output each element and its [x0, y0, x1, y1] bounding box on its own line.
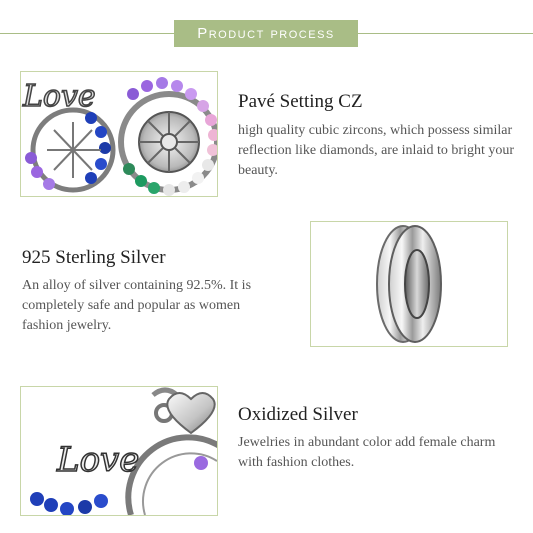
- silver-spacer-photo: [310, 221, 508, 347]
- section-header-label: Product process: [197, 25, 335, 42]
- pave-setting-photo: [20, 71, 218, 197]
- pave-charm-illustration: [21, 72, 217, 196]
- spacer-ring-illustration: [311, 222, 507, 346]
- feature-description-oxidized: Jewelries in abundant color add female charm with fashion clothes.: [238, 435, 496, 470]
- charm-script-love-1: Love: [23, 79, 96, 114]
- oxidized-silver-photo: [20, 386, 218, 516]
- charm-script-love-2: Love: [57, 440, 140, 480]
- section-header: [174, 20, 358, 47]
- feature-description-sterling-silver: An alloy of silver containing 92.5%. It is completely safe and popular as women fashion jewelry.: [22, 278, 252, 333]
- feature-title-oxidized: Oxidized Silver: [238, 404, 358, 425]
- feature-title-pave: Pavé Setting CZ: [238, 91, 363, 112]
- feature-description-pave: high quality cubic zircons, which possess similar reflection like diamonds, are inlaid to bright your beauty.: [238, 123, 515, 178]
- oxidized-charm-illustration: [21, 387, 217, 515]
- feature-title-sterling-silver: 925 Sterling Silver: [22, 247, 166, 268]
